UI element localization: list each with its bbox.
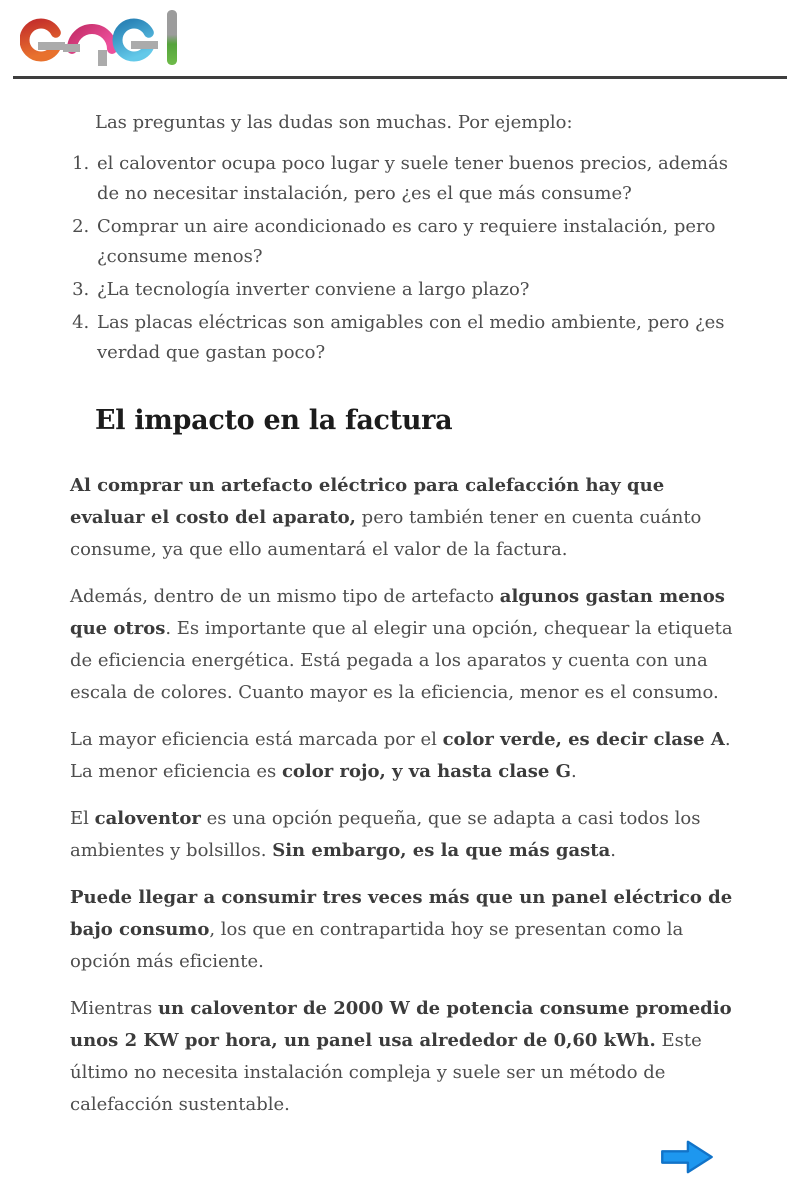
enel-logo-icon <box>20 9 180 67</box>
pagination-row <box>70 1137 715 1175</box>
paragraph: El caloventor es una opción pequeña, que se adapta a casi todos los ambientes y bolsillos. Sin embargo, es la que más gasta. <box>70 808 701 861</box>
site-header <box>0 0 800 79</box>
list-item: 2. Comprar un aire acondicionado es caro y requiere instalación, pero ¿consume menos? <box>95 212 745 272</box>
list-item: 3. ¿La tecnología inverter conviene a largo plazo? <box>95 275 745 305</box>
questions-list <box>70 149 745 368</box>
paragraph: La mayor eficiencia está marcada por el color verde, es decir clase A. La menor eficiencia es color rojo, y va hasta clase G. <box>70 729 731 782</box>
intro-text: Las preguntas y las dudas son muchas. Por ejemplo: <box>95 112 573 133</box>
paragraph: Además, dentro de un mismo tipo de artefacto algunos gastan menos que otros. Es importante que al elegir una opción, chequear la etiqueta de eficiencia energética. Está pegada a los aparatos y cuenta con una escala de colores. Cuanto mayor es la eficiencia, menor es el consumo. <box>70 586 733 703</box>
right-arrow-icon <box>657 1137 715 1175</box>
enel-logo[interactable] <box>20 9 180 67</box>
list-item: 1. el caloventor ocupa poco lugar y suele tener buenos precios, además de no necesitar instalación, pero ¿es el que más consume? <box>95 149 745 209</box>
header-divider <box>13 76 787 79</box>
paragraph: Puede llegar a consumir tres veces más que un panel eléctrico de bajo consumo, los que en contrapartida hoy se presentan como la opción más eficiente. <box>70 887 733 972</box>
section-heading: El impacto en la factura <box>95 405 453 436</box>
list-item: 4. Las placas eléctricas son amigables con el medio ambiente, pero ¿es verdad que gastan poco? <box>95 308 745 368</box>
article-body <box>0 107 800 1175</box>
next-page-button[interactable] <box>657 1137 715 1175</box>
paragraph: Al comprar un artefacto eléctrico para calefacción hay que evaluar el costo del aparato, pero también tener en cuenta cuánto consume, ya que ello aumentará el valor de la factura. <box>70 475 702 560</box>
paragraph: Mientras un caloventor de 2000 W de potencia consume promedio unos 2 KW por hora, un panel usa alrededor de 0,60 kWh. Este último no necesita instalación compleja y suele ser un método de calefacción sustentable. <box>70 998 732 1115</box>
